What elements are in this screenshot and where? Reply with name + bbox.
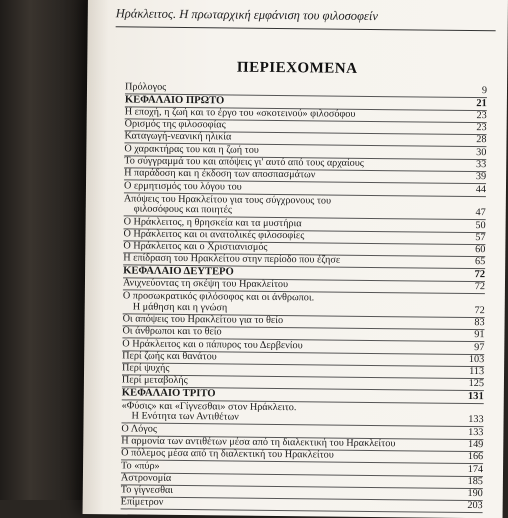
toc-entry-text: Η επίδραση του Ηρακλείτου στην περίοδο που έζησε: [123, 252, 341, 267]
toc-entry-text: Ο Λόγος: [121, 422, 157, 435]
toc-page-number: 133: [468, 426, 484, 438]
toc-entry-text-continued: Η μάθηση και η γνώση: [132, 301, 228, 314]
toc-entry-text: Αστρονομία: [120, 472, 172, 484]
toc-page-number: 133: [468, 414, 484, 426]
toc-page-number: 23: [476, 109, 487, 122]
toc-page-number: 125: [468, 378, 484, 390]
toc-page-number: 30: [476, 146, 487, 158]
toc-entry-text: Το σύγγραμμά του και απόψεις γι' αυτό από τους αρχαίους: [124, 155, 364, 169]
toc-entry-text: Η παράδοση και η έκδοση των αποσπασμάτων: [124, 167, 316, 181]
toc-page-number: 166: [467, 451, 484, 463]
toc-entry-text: Επίμετρον: [120, 496, 164, 509]
toc-page-number: 174: [467, 463, 484, 475]
toc-page-number: 72: [474, 268, 486, 280]
toc-page-number: 72: [474, 281, 486, 293]
toc-page-number: 91: [474, 329, 485, 341]
running-head: Ηράκλειτος. Η πρωταρχική εμφάνιση του φιλοσοφείν: [116, 6, 496, 31]
toc-entry-text: Περί ζωής και θανάτου: [122, 350, 217, 363]
toc-page-number: 33: [475, 159, 487, 171]
toc-page-number: 103: [468, 353, 485, 365]
toc-entry-text: Η εποχή, η ζωή και το έργο του «σκοτεινού» φιλοσόφου: [124, 106, 356, 120]
toc-entry-text: «Φύσις» και «Γίγνεσθαι» στον Ηράκλειτο.: [121, 400, 297, 413]
toc-entry-text: Ο προσωκρατικός φιλόσοφος και οι άνθρωποι.: [122, 290, 315, 304]
toc-entry-row: [121, 497, 483, 513]
toc-page-number: 203: [467, 500, 483, 512]
book-page: [83, 0, 508, 518]
toc-page-number: 72: [474, 304, 485, 316]
toc-entry-text: Ορισμός της φιλοσοφίας: [124, 118, 226, 131]
toc-entry-text: Ο ερμητισμός του λόγου του: [123, 180, 242, 193]
toc-page-number: 21: [476, 97, 487, 109]
toc-page-number: 83: [474, 317, 485, 329]
toc-entry-text: Πρόλογος: [124, 81, 167, 94]
toc-chapter-title: ΚΕΦΑΛΑΙΟ ΤΡΙΤΟ: [121, 387, 216, 400]
toc-page-number: 65: [474, 256, 486, 268]
toc-entry-text: Ο Ηράκλειτος και οι ανατολικές φιλοσοφίες: [123, 228, 305, 242]
toc-entry-text: Το γίγνεσθαι: [120, 484, 174, 497]
toc-entry-text: Ανιχνεύοντας τη σκέψη του Ηρακλείτου: [122, 277, 289, 291]
toc-entry-text: Περί μεταβολής: [121, 374, 188, 387]
toc-page-number: 23: [476, 122, 487, 134]
toc-entry-text: Οι απόψεις του Ηρακλείτου για το θείο: [122, 313, 284, 326]
toc-entry-text: Η αρμονία των αντιθέτων μέσα από τη διαλεκτική του Ηρακλείτου: [121, 435, 396, 450]
toc-chapter-title: ΚΕΦΑΛΑΙΟ ΔΕΥΤΕΡΟ: [123, 265, 234, 278]
toc-entry-text: Ο Ηράκλειτος, η θρησκεία και τα μυστήρια: [123, 215, 302, 229]
toc-entry-text: Ο Ηράκλειτος και ο πάπυρος του Δερβενίου: [122, 337, 303, 351]
toc-page-number: 44: [475, 183, 487, 195]
toc-entry-text: Απόψεις του Ηρακλείτου για τους σύγχρονους του: [123, 193, 332, 207]
toc-entry-text-continued: φιλοσόφους και ποιητές: [133, 203, 233, 216]
toc-entry-text: Οι άνθρωποι και το θείο: [122, 325, 222, 338]
toc-entry-text: Περί ψυχής: [122, 362, 170, 374]
toc-title: ΠΕΡΙΕΧΟΜΕΝΑ: [236, 59, 358, 77]
toc-page-number: 149: [467, 438, 484, 451]
toc-page-number: 113: [469, 366, 485, 378]
toc-entry-text: Ο χαρακτήρας του και η ζωή του: [124, 143, 259, 156]
toc-page-number: 57: [475, 231, 486, 244]
toc-page-number: 50: [475, 219, 486, 231]
toc-page-number: 185: [467, 475, 483, 487]
toc-entry-text-continued: Η Ενότητα των Αντιθέτων: [131, 410, 239, 423]
toc-page-number: 97: [474, 341, 485, 353]
toc-entry-text: Καταγωγή-νεανική ηλικία: [124, 130, 232, 143]
toc-entry-text: Το «πύρ»: [121, 459, 160, 472]
toc-page-number: 190: [467, 488, 483, 500]
table-of-contents: [121, 82, 487, 513]
toc-page-number: 131: [467, 390, 484, 402]
toc-page-number: 60: [475, 244, 486, 256]
toc-chapter-title: ΚΕΦΑΛΑΙΟ ΠΡΩΤΟ: [124, 93, 225, 107]
toc-page-number: 47: [475, 207, 486, 219]
toc-page-number: 28: [476, 134, 487, 146]
toc-page-number: 9: [481, 85, 488, 97]
toc-entry-text: Ο πόλεμος μέσα από τη διαλεκτική του Ηρακλείτου: [121, 447, 334, 461]
toc-page-number: 39: [475, 171, 487, 183]
toc-entry-text: Ο Ηράκλειτος και ο Χριστιανισμός: [123, 240, 268, 254]
